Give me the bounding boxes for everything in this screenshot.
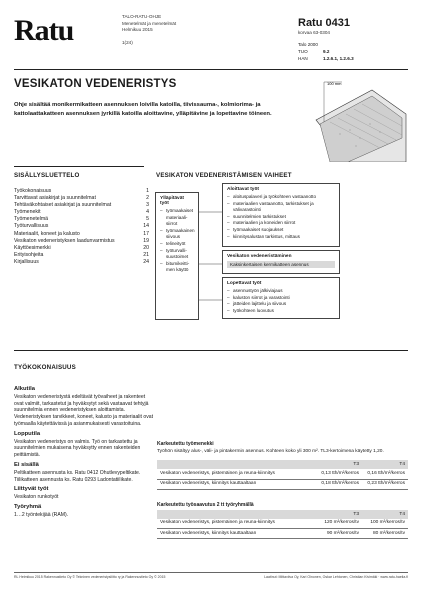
toc-title: Materiaalit, koneet ja kalusto [14, 230, 80, 237]
table-cell: 90 m²/kerros/tv [316, 529, 362, 539]
table-caption: Karkeutettu työmenekki [157, 441, 214, 447]
footer-left: RL Helmikuu 2015 Rakennustieto Oy © Tekninen vedeneristysliitto ry ja Rakennustieto Oy © 2015 [14, 575, 166, 579]
toc-item [14, 245, 149, 252]
column-header: T4 [362, 460, 408, 469]
work-phases-diagram [152, 166, 408, 341]
toc-item [14, 259, 149, 266]
phase-item: – materiaalien vastaanotto, tarkistukset ja välivarastointi [227, 201, 335, 214]
doc-number: Ratu 0431 [298, 17, 350, 29]
labor-tables [157, 441, 408, 539]
finishing-works-box [222, 277, 340, 319]
phase-item: – työmaakainen siivous [160, 228, 194, 241]
section-text: Vesikaton vedeneristystä edeltävät työvaiheet ja rakenteet ovat valmiit, tarkastetut ja hyväksytyt sekä vastaavat tehtyjä suunnitelmia ennen vedeneristyksen aloittamista. Vedeneristyksen tarvikkeet, koneet, kalusto ja materiaalit ovat työmaalla käytettävissä ja asianmukaisesti varastoituina. [14, 393, 154, 427]
phase-item: – materiaalien ja koneiden siirrot [227, 220, 335, 227]
toc-page: 19 [143, 237, 149, 244]
section-text: Vesikaton runkotyöt [14, 494, 59, 501]
page-title: VESIKATON VEDENERISTYS [14, 78, 177, 90]
column-header: T3 [316, 510, 362, 519]
table2-caption: Karkeutettu työsaavutus 2 tt työryhmällä [157, 501, 254, 508]
column-header [157, 510, 316, 519]
toc-title: Vesikaton vedeneristyksen laadunvarmistus [14, 237, 115, 244]
toc-page: 4 [146, 209, 149, 216]
section-heading: Työryhmä [14, 503, 42, 510]
section-heading: Lopputila [14, 430, 41, 437]
toc-page: 2 [146, 195, 149, 202]
waterproofing-box [222, 250, 340, 274]
waterproofing-item: Kaksinkertaisen kermikatteen asennus [227, 261, 335, 268]
phase-item: – suunnitelmien tarkistukset [227, 214, 335, 221]
footer [14, 575, 408, 579]
section-heading: Liittyvät työt [14, 486, 49, 493]
toc-title: Työmenetelmä [14, 216, 49, 223]
meta-line: TALO-RATU-OHJE [122, 14, 162, 19]
box-title: Ylläpitävät työt [160, 196, 184, 206]
table-cell: 100 m²/kerros/tv [362, 519, 408, 529]
toc-page: 20 [143, 244, 149, 251]
maintaining-works-box [155, 192, 199, 320]
class-value: 9.2 [323, 49, 330, 54]
header-rule [14, 69, 408, 70]
toc-title: Tarvittavat asiakirjat ja suunnitelmat [14, 195, 96, 202]
footer-right: Laatinut: Mittaviiva Oy, Kari Oinonen, Oskar Lehtonen, Christian Kivimäki · www.ratu-haelia.fi [264, 575, 408, 579]
flow-heading: VESIKATON VEDENERISTÄMISEN VAIHEET [156, 172, 292, 179]
row-label: Vesikaton vedeneristys, pistemäinen ja reuna-kiinnitys [157, 469, 316, 479]
row-label: Vesikaton vedeneristys, pistemäinen ja reuna-kiinnitys [157, 519, 316, 529]
roof-diagram [310, 78, 408, 162]
table-cell: 0,16 tth/m²/kerros [362, 469, 408, 479]
class-key: TUO [298, 49, 308, 54]
page-number: 1(24) [122, 39, 133, 45]
table-row [157, 469, 408, 479]
phase-item: – asennustyön jälkiviajaus [227, 288, 335, 295]
table-cell: 120 m²/kerros/tv [316, 519, 362, 529]
row-label: Vesikaton vedeneristys, kiinnitys kauttaaltaan [157, 479, 316, 489]
toc-page: 24 [143, 258, 149, 265]
toc-heading: SISÄLLYSLUETTELO [14, 172, 80, 179]
row-label: Vesikaton vedeneristys, kiinnitys kauttaaltaan [157, 529, 316, 539]
toc-title: Käyttöesimerkki [14, 244, 51, 251]
column-header: T3 [316, 460, 362, 469]
classification [298, 41, 354, 62]
phase-item: – työmaakaiset materiaali-siirrot [160, 208, 194, 228]
class-value: 1.2.6.1, 1.2.6.3 [323, 56, 354, 61]
section-rule [14, 350, 408, 351]
phase-item: – kaluston siirrot ja varastointi [227, 295, 335, 302]
starting-works-list [223, 194, 339, 240]
work-unit-sections [14, 383, 154, 521]
column-header: T4 [362, 510, 408, 519]
toc-title: Työmenekit [14, 209, 41, 216]
table-cell: 0,13 tth/m²/kerros [316, 469, 362, 479]
ratu-logo: Ratu [14, 14, 74, 47]
table-header-row [157, 510, 408, 519]
toc-page: 17 [143, 230, 149, 237]
phase-item: – aloituspalaveri ja työkohteen vastaanotto [227, 194, 335, 201]
work-output-table [157, 510, 408, 539]
toc-item [14, 252, 149, 259]
phase-item: – työmaakaiset suojaukset [227, 227, 335, 234]
section-heading: Alkutila [14, 386, 35, 392]
class-key: HAN [298, 56, 308, 61]
intro-text: Ohje sisältää monikermikatteen asennuksen loivilla katoilla, tiivissauma-, kolmiorima- ja kattolaattakatteen asennuksen jyrkillä katoilla aloittavine, ylläpitävine ja lopettavine töineen. [14, 102, 272, 117]
toc-page: 3 [146, 202, 149, 209]
table-cell: 0,23 tth/m²/kerros [362, 479, 408, 489]
toc-item [14, 238, 149, 245]
toc-page: 21 [143, 251, 149, 258]
meta-line: Menetelmät ja menetelmät [122, 20, 177, 26]
toc-title: Kirjallisuus [14, 258, 39, 265]
table-header-row [157, 460, 408, 469]
toc-rule [14, 166, 144, 167]
replaces-note: korvaa 63-0304 [298, 30, 330, 35]
toc-title: Työkokonaisuus [14, 188, 52, 194]
toc-page: 5 [146, 216, 149, 223]
box-title: Lopettavat työt [227, 281, 262, 286]
class-key: Talo 2000 [298, 42, 318, 47]
work-unit-heading: TYÖKOKONAISUUS [14, 364, 76, 371]
phase-item: – kiinnitysalustan tarkistus, mittaus [227, 234, 335, 241]
finishing-works-list [223, 288, 339, 314]
header-meta [122, 14, 176, 46]
section-text: Peltikatteen asennusta ks. Ratu 0412 Ohutlevypeltikate. Tiilikatteen asennusta ks. Ratu 0293 Ladontatiilikate. [14, 469, 141, 483]
toc-item [14, 209, 149, 216]
maintaining-works-list [156, 208, 198, 274]
footer-rule [14, 572, 408, 573]
phase-item: – telineityöt [160, 241, 194, 248]
table-row [157, 479, 408, 489]
toc-title: Tehtäväkohtaiset asiakirjat ja suunnitelmat [14, 202, 112, 209]
toc-item [14, 231, 149, 238]
connector-lines [199, 192, 222, 320]
phase-item: – työturvalli-suustoimet [160, 248, 194, 261]
section-text: Vesikaton vedeneristys on valmis. Työ on tarkastettu ja suunnitelmien mukaisena hyväksytty ennen rakenteiden peittämistä. [14, 438, 141, 459]
toc-item [14, 202, 149, 209]
diagram-label: 100 mm [327, 81, 342, 86]
table-row [157, 529, 408, 539]
section-heading: Ei sisällä [14, 461, 39, 468]
toc-item [14, 195, 149, 202]
toc-title: Työturvallisuus [14, 223, 49, 230]
starting-works-box [222, 183, 340, 247]
table-of-contents [14, 188, 149, 266]
phase-item: – työkohteen luovutus [227, 308, 335, 315]
toc-page: 1 [146, 188, 149, 194]
toc-item [14, 188, 149, 195]
table-row [157, 519, 408, 529]
box-title: Vesikaton vedeneristäminen [227, 254, 292, 259]
toc-title: Erityisohjeita [14, 251, 44, 258]
table-description: Työhön sisältyy alus-, väli- ja pintakermin asennus. Kohteen koko yli 300 m². TL3-kertoimena käytetty 1,20. [157, 449, 384, 454]
phase-item: – bitumikeitti-men käyttö [160, 261, 194, 274]
box-title: Aloittavat työt [227, 187, 259, 192]
labor-consumption-table [157, 460, 408, 489]
table-cell: 80 m²/kerros/tv [362, 529, 408, 539]
column-header [157, 460, 316, 469]
phase-item: – jätteiden lajittelu ja siivous [227, 301, 335, 308]
toc-item [14, 223, 149, 230]
section-text: 1…2 työntekijää (RAM). [14, 511, 69, 518]
table-cell: 0,18 tth/m²/kerros [316, 479, 362, 489]
meta-line: Helmikuu 2015 [122, 27, 153, 33]
toc-item [14, 216, 149, 223]
toc-page: 14 [143, 223, 149, 230]
